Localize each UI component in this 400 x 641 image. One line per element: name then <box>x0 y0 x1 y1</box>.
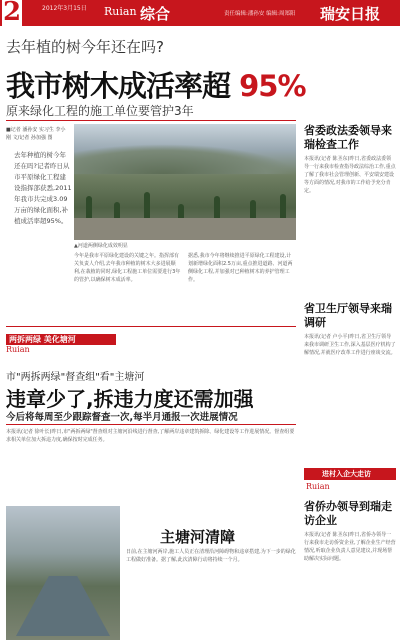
banner-title: 两拆两绿 美化塘河 <box>6 334 116 345</box>
divider <box>6 424 296 425</box>
sidebar-banner <box>304 468 396 496</box>
canal-photo <box>6 506 120 640</box>
story2-body: 本报讯(记者 徐叶长)昨日,市"两拆两绿"督查组对主塘河沿线进行督查,了解两岸违章建筑拆除、绿化建设等工作进展情况。督查组要求相关单位加大拆违力度,确保按时完成任务。 <box>6 429 295 443</box>
photo-road <box>74 218 296 240</box>
lead-headline <box>6 64 306 105</box>
sidebar-banner-title-en: Ruian <box>306 482 330 491</box>
page-number: 2 <box>2 0 22 27</box>
lead-photo <box>74 124 296 240</box>
lead-paragraph: 去年种植的树今年还在吗?记者昨日从市平原绿化工程建设指挥部获悉,2011年我市共完成3.09万亩的绿化面积,补植成活率超95%。 <box>14 151 72 225</box>
sidebar-story-politics <box>304 124 396 195</box>
sidebar-banner-title: 进村入企大走访 <box>304 468 396 480</box>
story2-kicker: 市"两拆两绿"督查组"看"主塘河 <box>6 372 145 383</box>
story2-subheadline: 今后将每周至少跟踪督查一次,每半月通报一次进展情况 <box>6 412 238 423</box>
sidebar-headline: 省侨办领导到瑞走访企业 <box>304 500 392 527</box>
issue-date: 2012年3月15日 <box>42 5 87 12</box>
lead-headline-text: 我市树木成活率超 <box>6 69 240 103</box>
lead-headline-number: 95% <box>239 69 306 103</box>
photo-canal <box>16 576 110 636</box>
box-body: 日前,在主塘河两岸,施工人员正在清理沿河障碍物和违章搭建,为下一步的绿化工程做好准备。据了解,此次清障行动将持续一个月。 <box>126 549 296 563</box>
sidebar-headline: 省卫生厅领导来瑞调研 <box>304 302 392 329</box>
divider <box>6 326 296 327</box>
sidebar-headline: 省委政法委领导来瑞检查工作 <box>304 124 392 151</box>
section-name-en: Ruian <box>104 5 137 18</box>
sidebar-story-overseas <box>304 500 396 563</box>
lead-kicker: 去年植的树今年还在吗? <box>6 38 164 56</box>
sidebar-body: 本报讯(记者 卢小平)昨日,省卫生厅领导来我市调研卫生工作,深入基层医疗机构了解情况,并就医疗改革工作进行座谈交流。 <box>304 334 396 356</box>
sidebar-story-health <box>304 302 396 357</box>
divider <box>6 120 296 121</box>
story2-headline: 违章少了,拆违力度还需加强 <box>6 387 254 411</box>
sidebar-body: 本报讯(记者 陈圣东)昨日,省侨办领导一行来我市走访侨资企业,了解企业生产经营情况,听取企业负责人意见建议,并现场帮助解决实际问题。 <box>304 532 396 562</box>
box-headline: 主塘河清障 <box>160 528 236 546</box>
editor-credits: 责任编辑:潘孙安 编辑:周郑阳 <box>224 11 296 17</box>
sidebar-body: 本报讯(记者 陈圣东)昨日,省委政法委领导一行来我市检查指导政法综治工作,重点了解了我市社会管理创新、平安瑞安建设等方面的情况,对我市的工作给予充分肯定。 <box>304 156 396 194</box>
masthead <box>0 0 400 26</box>
lead-body-column: 据悉,我市今年将继续推进平原绿化工程建设,计划新增绿化面积2.5万亩,重点推进道路、河道两侧绿化工程,并加强对已种植树木的养护管理工作。 <box>188 253 293 283</box>
banner-title-en: Ruian <box>6 345 30 354</box>
paper-name: 瑞安日报 <box>320 5 381 23</box>
lead-subheadline: 原来绿化工程的施工单位要管护3年 <box>6 104 194 118</box>
lead-body-column: 今年是我市平原绿化建设的关键之年。指挥部有关负责人介绍,去年我市种植的树木大多进展顺利,在栽植的同时,绿化工程施工单位需要进行3年的管护,以确保树木成活率。 <box>74 253 181 283</box>
section-banner <box>6 334 116 354</box>
lead-byline: ■记者 潘孙安 实习生 李小刚 文/记者 孙加强 图 <box>6 127 66 141</box>
photo-caption: ▲河道两侧绿化成效明显 <box>74 243 128 249</box>
section-name: 综合 <box>140 5 171 23</box>
photo-hills <box>74 144 296 174</box>
